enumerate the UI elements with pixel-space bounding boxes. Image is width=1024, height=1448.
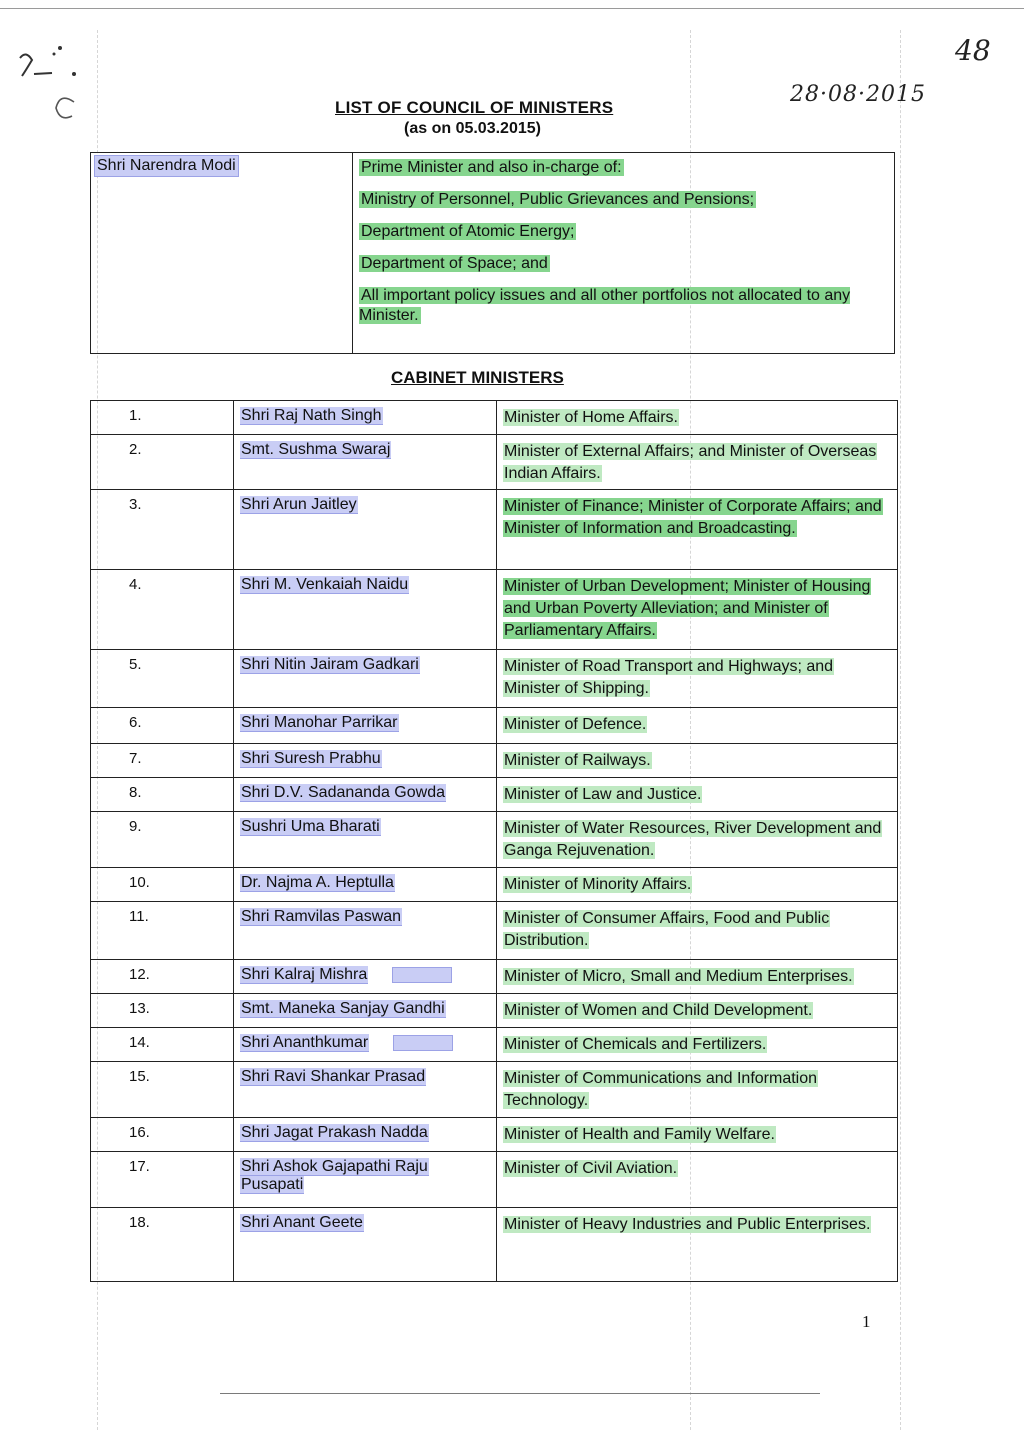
redaction-box bbox=[392, 967, 452, 983]
minister-name-cell bbox=[234, 1152, 497, 1208]
portfolio-text: Minister of Micro, Small and Medium Enterprises. bbox=[504, 968, 853, 985]
portfolio-cell bbox=[497, 994, 898, 1028]
table-row bbox=[91, 812, 898, 868]
portfolio-cell bbox=[497, 1028, 898, 1062]
cabinet-ministers-table bbox=[90, 400, 898, 1282]
serial-number: 3. bbox=[91, 490, 234, 570]
minister-name: Smt. Maneka Sanjay Gandhi bbox=[241, 1000, 445, 1017]
serial-number: 13. bbox=[91, 994, 234, 1028]
serial-number: 12. bbox=[91, 960, 234, 994]
portfolio-cell bbox=[497, 490, 898, 570]
table-row bbox=[91, 868, 898, 902]
portfolio-cell bbox=[497, 812, 898, 868]
minister-name-cell bbox=[234, 778, 497, 812]
handwritten-date: 28·08·2015 bbox=[790, 82, 926, 107]
table-row bbox=[91, 570, 898, 650]
table-row bbox=[91, 1028, 898, 1062]
portfolio-cell bbox=[497, 902, 898, 960]
table-row bbox=[91, 490, 898, 570]
portfolio-text: Minister of Home Affairs. bbox=[504, 409, 678, 426]
portfolio-text: Minister of Women and Child Development. bbox=[504, 1002, 813, 1019]
minister-name: Shri D.V. Sadananda Gowda bbox=[241, 784, 445, 801]
serial-number: 18. bbox=[91, 1208, 234, 1282]
serial-number: 10. bbox=[91, 868, 234, 902]
document-subtitle: (as on 05.03.2015) bbox=[404, 120, 541, 137]
serial-number: 11. bbox=[91, 902, 234, 960]
portfolio-text: Minister of Civil Aviation. bbox=[504, 1160, 678, 1177]
minister-name: Shri Arun Jaitley bbox=[241, 496, 357, 513]
portfolio-cell bbox=[497, 401, 898, 435]
table-row bbox=[91, 708, 898, 744]
serial-number: 15. bbox=[91, 1062, 234, 1118]
portfolio-text: Minister of Consumer Affairs, Food and Public Distribution. bbox=[504, 910, 830, 949]
pm-portfolio-line: Prime Minister and also in-charge of: bbox=[361, 159, 622, 176]
portfolio-text: Minister of Heavy Industries and Public Enterprises. bbox=[504, 1216, 871, 1233]
portfolio-text: Minister of Water Resources, River Development and Ganga Rejuvenation. bbox=[504, 820, 882, 859]
table-row bbox=[91, 1152, 898, 1208]
minister-name: Shri Manohar Parrikar bbox=[241, 714, 398, 731]
scan-edge-bottom bbox=[220, 1393, 820, 1394]
minister-name-cell bbox=[234, 1028, 497, 1062]
portfolio-text: Minister of Health and Family Welfare. bbox=[504, 1126, 775, 1143]
serial-number: 4. bbox=[91, 570, 234, 650]
portfolio-text: Minister of Law and Justice. bbox=[504, 786, 702, 803]
portfolio-text: Minister of Urban Development; Minister of Housing and Urban Poverty Alleviation; and Minister of Parliamentary Affairs. bbox=[504, 578, 871, 639]
minister-name-cell bbox=[234, 570, 497, 650]
portfolio-cell bbox=[497, 708, 898, 744]
portfolio-cell bbox=[497, 1208, 898, 1282]
table-row bbox=[91, 744, 898, 778]
serial-number: 5. bbox=[91, 650, 234, 708]
minister-name: Dr. Najma A. Heptulla bbox=[241, 874, 394, 891]
minister-name: Shri Anant Geete bbox=[241, 1214, 363, 1231]
portfolio-cell bbox=[497, 1062, 898, 1118]
scan-edge-top bbox=[0, 8, 1024, 9]
minister-name-cell bbox=[234, 994, 497, 1028]
document-title: LIST OF COUNCIL OF MINISTERS bbox=[335, 98, 614, 117]
minister-name: Shri Ashok Gajapathi Raju Pusapati bbox=[241, 1158, 428, 1193]
serial-number: 16. bbox=[91, 1118, 234, 1152]
redaction-box bbox=[393, 1035, 453, 1051]
serial-number: 2. bbox=[91, 435, 234, 490]
serial-number: 17. bbox=[91, 1152, 234, 1208]
table-row bbox=[91, 1208, 898, 1282]
portfolio-text: Minister of Minority Affairs. bbox=[504, 876, 692, 893]
minister-name: Shri Kalraj Mishra bbox=[241, 966, 368, 983]
minister-name: Sushri Uma Bharati bbox=[241, 818, 380, 835]
portfolio-cell bbox=[497, 435, 898, 490]
minister-name-cell bbox=[234, 490, 497, 570]
portfolio-cell bbox=[497, 1152, 898, 1208]
serial-number: 14. bbox=[91, 1028, 234, 1062]
cabinet-table-body bbox=[91, 401, 898, 1282]
portfolio-text: Minister of Defence. bbox=[504, 716, 647, 733]
handwritten-page-mark: 48 bbox=[955, 34, 991, 67]
portfolio-cell bbox=[497, 570, 898, 650]
portfolio-cell bbox=[497, 868, 898, 902]
minister-name-cell bbox=[234, 1062, 497, 1118]
table-row bbox=[91, 401, 898, 435]
portfolio-cell bbox=[497, 960, 898, 994]
minister-name-cell bbox=[234, 435, 497, 490]
pm-portfolio-line: Ministry of Personnel, Public Grievances and Pensions; bbox=[361, 191, 755, 208]
prime-minister-name: Shri Narendra Modi bbox=[94, 155, 239, 177]
page-number: 1 bbox=[862, 1312, 871, 1331]
scan-artifact-line bbox=[900, 30, 901, 1430]
minister-name-cell bbox=[234, 401, 497, 435]
portfolio-cell bbox=[497, 744, 898, 778]
table-row bbox=[91, 778, 898, 812]
serial-number: 7. bbox=[91, 744, 234, 778]
pm-portfolio-line: All important policy issues and all other portfolios not allocated to any Minister. bbox=[359, 287, 851, 324]
table-row bbox=[91, 902, 898, 960]
portfolio-text: Minister of Finance; Minister of Corporate Affairs; and Minister of Information and Broadcasting. bbox=[504, 498, 882, 537]
minister-name: Shri Ramvilas Paswan bbox=[241, 908, 402, 925]
minister-name-cell bbox=[234, 960, 497, 994]
minister-name-cell bbox=[234, 902, 497, 960]
minister-name: Shri M. Venkaiah Naidu bbox=[241, 576, 409, 593]
minister-name: Shri Jagat Prakash Nadda bbox=[241, 1124, 428, 1141]
minister-name-cell bbox=[234, 812, 497, 868]
minister-name-cell bbox=[234, 744, 497, 778]
portfolio-cell bbox=[497, 1118, 898, 1152]
serial-number: 1. bbox=[91, 401, 234, 435]
minister-name-cell bbox=[234, 1118, 497, 1152]
serial-number: 8. bbox=[91, 778, 234, 812]
table-row bbox=[91, 1118, 898, 1152]
portfolio-text: Minister of Chemicals and Fertilizers. bbox=[504, 1036, 767, 1053]
prime-minister-portfolio bbox=[359, 158, 889, 338]
minister-name: Shri Ravi Shankar Prasad bbox=[241, 1068, 426, 1085]
serial-number: 6. bbox=[91, 708, 234, 744]
table-row bbox=[91, 1062, 898, 1118]
minister-name-cell bbox=[234, 1208, 497, 1282]
portfolio-text: Minister of Road Transport and Highways; and Minister of Shipping. bbox=[504, 658, 834, 697]
table-row bbox=[91, 960, 898, 994]
minister-name-cell bbox=[234, 650, 497, 708]
portfolio-text: Minister of Communications and Information Technology. bbox=[504, 1070, 818, 1109]
minister-name-cell bbox=[234, 868, 497, 902]
table-row bbox=[91, 994, 898, 1028]
portfolio-text: Minister of External Affairs; and Minister of Overseas Indian Affairs. bbox=[504, 443, 877, 482]
table-row bbox=[91, 650, 898, 708]
table-row bbox=[91, 435, 898, 490]
serial-number: 9. bbox=[91, 812, 234, 868]
portfolio-text: Minister of Railways. bbox=[504, 752, 651, 769]
minister-name-cell bbox=[234, 708, 497, 744]
stamp-mark-icon bbox=[12, 38, 82, 128]
cabinet-section-title: CABINET MINISTERS bbox=[391, 368, 564, 387]
pm-portfolio-line: Department of Atomic Energy; bbox=[361, 223, 575, 240]
minister-name: Shri Suresh Prabhu bbox=[241, 750, 381, 767]
minister-name: Shri Raj Nath Singh bbox=[241, 407, 382, 424]
prime-minister-divider bbox=[352, 152, 353, 354]
minister-name: Shri Nitin Jairam Gadkari bbox=[241, 656, 419, 673]
minister-name: Shri Ananthkumar bbox=[241, 1034, 369, 1051]
portfolio-cell bbox=[497, 778, 898, 812]
portfolio-cell bbox=[497, 650, 898, 708]
pm-portfolio-line: Department of Space; and bbox=[361, 255, 548, 272]
minister-name: Smt. Sushma Swaraj bbox=[241, 441, 391, 458]
